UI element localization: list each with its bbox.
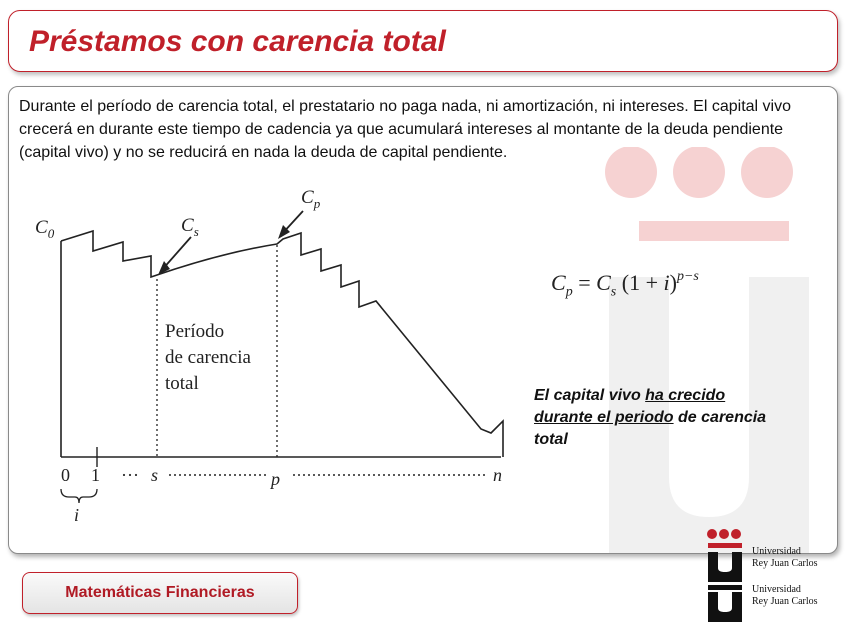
label-c0: $C_0$ <box>35 217 55 241</box>
logo-text-line3: Universidad <box>752 584 801 595</box>
content-panel <box>8 86 838 554</box>
axis-label-1: 1 <box>91 465 100 485</box>
title-banner <box>8 10 838 72</box>
axis-label-i: i <box>74 505 80 525</box>
period-label-line3: total <box>165 373 199 394</box>
slide-title: Préstamos con carencia total <box>29 25 446 58</box>
watermark-logo <box>599 147 838 554</box>
axis-label-0: 0 <box>61 465 70 485</box>
axis-label-p: p <box>271 469 280 489</box>
logo-text-line2: Rey Juan Carlos <box>752 558 818 569</box>
logo-text-line1: Universidad <box>752 546 801 557</box>
label-cs: $C_s$ <box>181 215 199 239</box>
urjc-logo-icon <box>706 528 746 628</box>
label-cp: $C_p$ <box>301 189 321 211</box>
axis-dots: ··· <box>121 465 139 485</box>
university-logo <box>706 528 848 634</box>
logo-text-line4: Rey Juan Carlos <box>752 596 818 607</box>
loan-balance-diagram <box>21 189 521 529</box>
conclusion-note: El capital vivo ha crecido durante el periodo de carencia total <box>534 387 767 448</box>
axis-label-n: n <box>493 465 502 485</box>
intro-paragraph: Durante el período de carencia total, el prestatario no paga nada, ni amortización, ni intereses. El capital vivo crecerá en durante este tiempo de cadencia ya que acumulará intereses al montante de la deuda pendiente (capital vivo) y no se reducirá en nada la deuda de capital pendiente. <box>19 98 791 161</box>
period-label-line2: de carencia <box>165 347 251 368</box>
course-name-button[interactable]: Matemáticas Financieras <box>22 572 298 614</box>
period-label-line1: Período <box>165 321 225 342</box>
axis-label-s: s <box>151 465 159 485</box>
capital-formula: $C_p = C_s$ $(1 + i)^{p-s}$ <box>551 269 699 300</box>
